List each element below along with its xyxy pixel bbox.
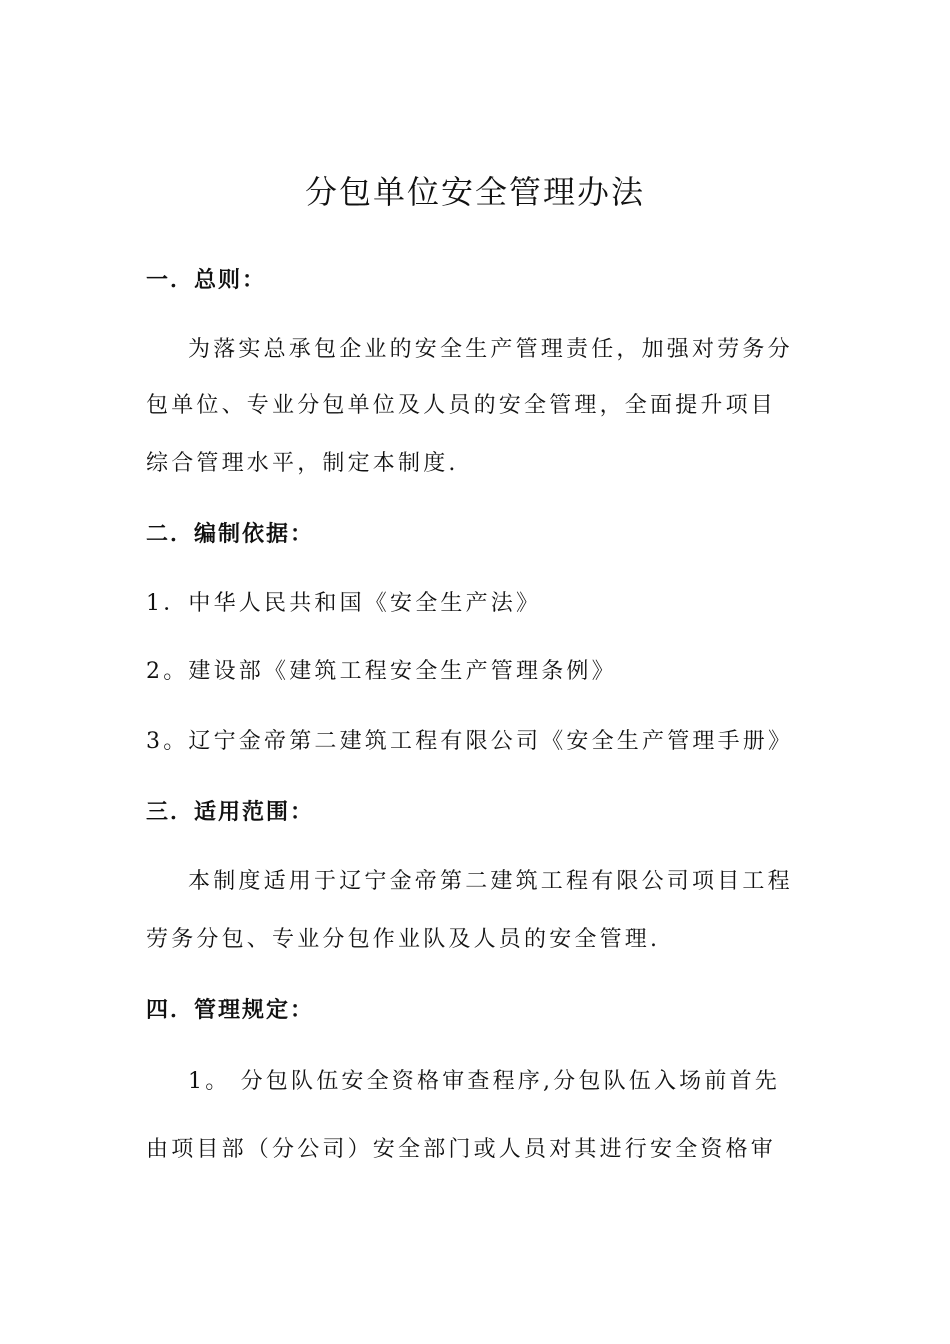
list-item: 3。辽宁金帝第二建筑工程有限公司《安全生产管理手册》: [146, 729, 794, 754]
section-heading-basis: 二．编制依据：: [146, 521, 315, 547]
document-title: 分包单位安全管理办法: [304, 173, 645, 211]
list-item: 1．中华人民共和国《安全生产法》: [146, 591, 542, 616]
paragraph-line: 综合管理水平，制定本制度.: [146, 451, 459, 476]
paragraph-line: 劳务分包、专业分包作业队及人员的安全管理.: [146, 927, 661, 952]
paragraph-line: 由项目部（分公司）安全部门或人员对其进行安全资格审: [146, 1137, 777, 1162]
section-heading-general: 一．总则：: [146, 267, 267, 293]
section-heading-scope: 三．适用范围：: [146, 799, 315, 825]
list-item: 2。建设部《建筑工程安全生产管理条例》: [146, 659, 617, 684]
paragraph-line: 本制度适用于辽宁金帝第二建筑工程有限公司项目工程: [188, 869, 793, 894]
paragraph-line: 为落实总承包企业的安全生产管理责任，加强对劳务分: [188, 337, 793, 362]
paragraph-line: 包单位、专业分包单位及人员的安全管理，全面提升项目: [146, 393, 777, 418]
paragraph-line: 1。 分包队伍安全资格审查程序,分包队伍入场前首先: [188, 1069, 780, 1094]
section-heading-regulations: 四．管理规定：: [146, 997, 315, 1023]
